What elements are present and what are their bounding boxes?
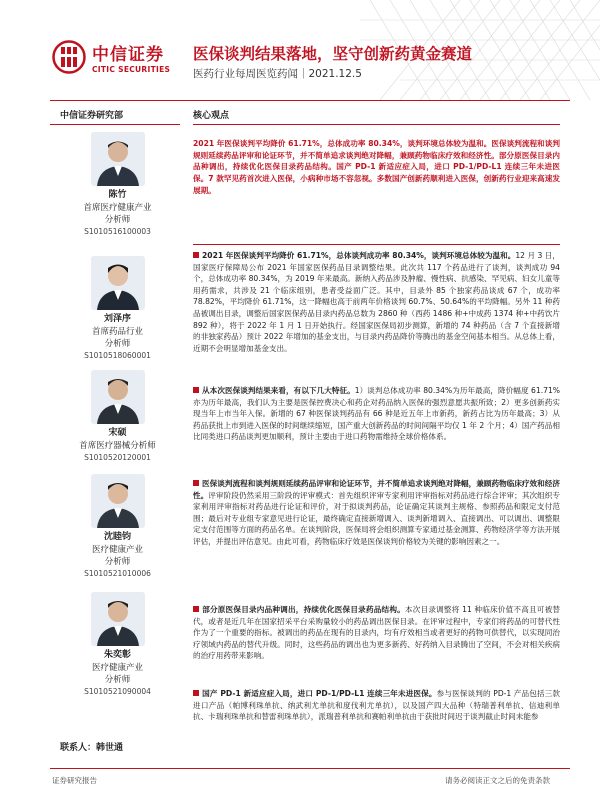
section-paragraph bbox=[193, 688, 560, 723]
section-paragraph bbox=[193, 250, 560, 354]
analyst-name: 沈睦钧 bbox=[103, 532, 131, 542]
analyst-cert-number: S1010518060001 bbox=[84, 351, 151, 360]
analyst-card bbox=[50, 256, 185, 362]
footer-disclaimer: 请务必阅读正文之后的免责条款 bbox=[445, 776, 550, 785]
section-body: 评审阶段仍然采用三阶段的评审模式：首先组织评审专家利用评审指标对药品进行综合评审；其次组织专家利用评审指标对药品进行论证和评价，对于拟谈判药品，论证确定其谈判主规格、参照药品和限定支付范围；最后对专业组专家意见进行论证，最终确定直接新增调入、谈判新增调入、直接调出、可以调出、调整限定支付范围等方面的药品名单。在谈判阶段，医保局将会组织测算专家通过基金测算、药物经济学等方法开展评估，并提出评估意见。由此可看，药物临床疗效是医保谈判价格较为关键的影响因素之一。 bbox=[193, 490, 560, 546]
section-paragraph bbox=[193, 478, 560, 548]
section-lead: 从本次医保谈判结果来看，有以下几大特征。 bbox=[202, 386, 355, 395]
analyst-title: 首席医疗器械分析师 bbox=[79, 441, 156, 451]
section-paragraph bbox=[193, 385, 560, 443]
contact-person: 联系人：韩世通 bbox=[60, 743, 124, 753]
analyst-cert-number: S1010521010006 bbox=[84, 569, 151, 578]
section-lead: 国产 PD-1 新适应症入局，进口 PD-1/PD-L1 连续三年未进医保。 bbox=[202, 689, 437, 698]
section-lead: 医保谈判流程和谈判规则延续药品评审和论证环节，并不简单追求谈判绝对降幅，兼顾药物临床疗效和经济性。 bbox=[193, 479, 560, 500]
core-summary: 2021 年医保谈判平均降价 61.71%，总体成功率 80.34%，谈判环境总体较为温和。医保谈判流程和谈判规则延续药品评审和论证环节，并不简单追求谈判绝对降幅，兼顾药物临床疗效和经济性。部分原医保目录内品种调出，持续优化医保目录药品结构。国产 PD-1 新适应症入局，进口 PD-1/PD-L1 连续三年未进医保。7 款罕见药首次进入医保，小病种市场不容忽视。多数国产创新药顺利进入医保，创新药行业迎来高速发展期。 bbox=[193, 139, 560, 195]
section-paragraph bbox=[193, 604, 560, 662]
citic-logo-icon bbox=[52, 40, 86, 74]
section-body: 12 月 3 日，国家医疗保障局公布 2021 年国家医保药品目录调整结果。此次共 117 个药品进行了谈判，谈判成功 94 个，总体成功率 80.34%，为 2019 年来最高。新纳入药品涉及肿瘤、慢性病、抗感染、罕见病、妇女儿童等用药需求，共涉及 21 个临床组别，患者受益面广泛。其中，目录外 85 个独家药品谈成 67 个，成功率 78.82%，平均降价 61.71%，这一降幅也高于前两年价格谈判 60.7%、50.64%的平均降幅。另外 11 种药品被调出目录，调整后国家医保药品目录内药品总数为 2860 种（西药 1486 种+中成药 1374 种+中药饮片 892 种），将于 2022 年 1 月 1 日开始执行。经国家医保局初步测算，新增的 74 种药品（含 7 个直接新增的非独家药品）预计 2022 年增加的基金支出，与目录内药品降价等腾出的基金空间基本相当。从总体上看，近期不会明显增加基金支出。 bbox=[193, 251, 560, 353]
section-lead: 2021 年医保谈判平均降价 61.71%，总体谈判成功率 80.34%，谈判环境总体较为温和。 bbox=[202, 251, 516, 260]
analyst-cert-number: S1010516100003 bbox=[84, 227, 151, 236]
analyst-name: 朱奕彰 bbox=[103, 650, 131, 660]
header-divider bbox=[50, 100, 570, 101]
footer-report-type: 证券研究报告 bbox=[52, 776, 97, 785]
analyst-card bbox=[50, 132, 185, 238]
section-body: 本次目录调整将 11 种临床价值不高且可被替代，或者是近几年在国家招采平台采购量较小的药品调出医保目录。在评审过程中，专家们将药品的可替代性作为了一个重要的指标。被调出的药品在现有的目录内，均有疗效相当或者更好的药物可供替代，以实现同治疗领域内药品的替代升级。同时，这些药品的调出也为更多新药、好药纳入目录腾出了空间，不会对相关疾病的治疗用药带来影响。 bbox=[193, 605, 560, 661]
main-heading-rule bbox=[193, 124, 560, 125]
core-views-heading: 核心观点 bbox=[193, 111, 230, 121]
analyst-title: 分析师 bbox=[104, 339, 131, 349]
report-title: 医保谈判结果落地，坚守创新药黄金赛道 bbox=[193, 45, 473, 63]
analyst-title: 医疗健康产业 bbox=[91, 663, 143, 673]
analyst-title: 首席药品行业 bbox=[91, 327, 143, 337]
research-dept-heading: 中信证券研究部 bbox=[60, 111, 124, 121]
bullet-square-icon bbox=[193, 480, 199, 486]
analyst-card bbox=[50, 370, 185, 464]
analyst-card bbox=[50, 592, 185, 698]
summary-divider bbox=[193, 244, 560, 245]
analyst-photo bbox=[91, 592, 145, 646]
analyst-photo bbox=[91, 474, 145, 528]
analyst-title: 分析师 bbox=[104, 557, 131, 567]
analyst-name: 陈竹 bbox=[108, 190, 127, 200]
analyst-card bbox=[50, 474, 185, 580]
section-body: 1）谈判总体成功率 80.34%为历年最高，降价幅度 61.71%亦为历年最高，我们认为主要是医保控费决心和药企对药品纳入医保的强烈意愿共振所致；2）更多创新药实现当年上市当年入保。新增的 67 种医保谈判药品有 66 种是近五年上市新药，新药占比为历年最高；3）从药品获批上市到进入医保的时间继续缩短，国产重大创新药品的时间间隔平均仅 1 年 2 个月；4）国产药品相比同类进口药品谈判更加顺利，预计主要由于进口药物需维持全球价格体系。 bbox=[193, 386, 560, 442]
analyst-title: 分析师 bbox=[104, 675, 131, 685]
footer-divider bbox=[50, 768, 570, 769]
bullet-square-icon bbox=[193, 690, 199, 696]
section-body: 参与医保谈判的 PD-1 产品包括三款进口产品（帕博利珠单抗、纳武利尤单抗和度伐利尤单抗），以及国产四大品种（特瑞普利单抗、信迪利单抗、卡瑞利珠单抗和替雷利珠单抗），派瑞普利单抗和赛帕利单抗由于获批时间迟于谈判截止时间未能参 bbox=[193, 689, 560, 722]
analyst-name: 宋硕 bbox=[108, 428, 127, 438]
analyst-photo bbox=[91, 370, 145, 424]
analyst-photo bbox=[91, 256, 145, 310]
logo-en-text: CITIC SECURITIES bbox=[92, 65, 171, 74]
analyst-title: 分析师 bbox=[104, 215, 131, 225]
report-subtitle: 医药行业每周医览药闻｜2021.12.5 bbox=[193, 68, 362, 80]
bullet-square-icon bbox=[193, 252, 199, 258]
left-heading-rule bbox=[50, 124, 180, 125]
analyst-title: 首席医疗健康产业 bbox=[83, 203, 152, 213]
bullet-square-icon bbox=[193, 387, 199, 393]
logo-cn-text: 中信证券 bbox=[92, 45, 164, 65]
bullet-square-icon bbox=[193, 606, 199, 612]
section-lead: 部分原医保目录内品种调出，持续优化医保目录药品结构。 bbox=[202, 605, 405, 614]
citic-logo bbox=[52, 40, 170, 74]
analyst-cert-number: S1010520120001 bbox=[84, 453, 151, 462]
analyst-title: 医疗健康产业 bbox=[91, 545, 143, 555]
analyst-cert-number: S1010521090004 bbox=[84, 687, 151, 696]
analyst-photo bbox=[91, 132, 145, 186]
analyst-name: 刘泽序 bbox=[103, 314, 131, 324]
